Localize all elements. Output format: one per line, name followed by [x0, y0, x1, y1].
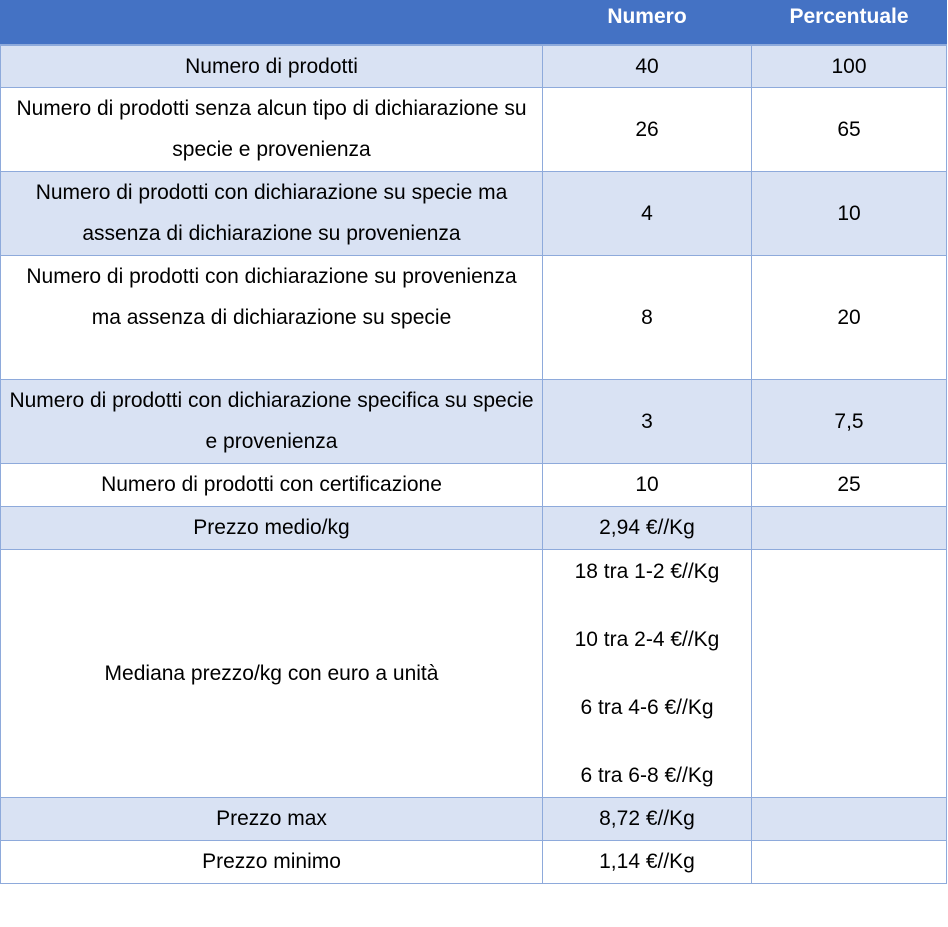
row-percentuale	[752, 550, 947, 798]
row-percentuale	[752, 798, 947, 841]
row-label: Prezzo medio/kg	[1, 507, 543, 550]
median-price-item: 18 tra 1-2 €//Kg	[574, 559, 720, 583]
table-row	[1, 464, 947, 507]
row-numero: 8,72 €//Kg	[543, 798, 752, 841]
median-price-list	[551, 538, 743, 810]
row-label: Numero di prodotti con dichiarazione su provenienza ma assenza di dichiarazione su specie	[1, 256, 543, 380]
row-numero: 3	[543, 380, 752, 464]
row-label: Numero di prodotti con certificazione	[1, 464, 543, 507]
row-label: Prezzo max	[1, 798, 543, 841]
table-row	[1, 172, 947, 256]
row-percentuale: 25	[752, 464, 947, 507]
row-percentuale	[752, 841, 947, 884]
median-price-item: 10 tra 2-4 €//Kg	[574, 627, 720, 651]
table-row	[1, 550, 947, 798]
row-numero	[543, 550, 752, 798]
table-row	[1, 380, 947, 464]
row-numero: 1,14 €//Kg	[543, 841, 752, 884]
row-label: Prezzo minimo	[1, 841, 543, 884]
median-price-item: 6 tra 6-8 €//Kg	[580, 763, 714, 787]
row-label: Mediana prezzo/kg con euro a unità	[1, 550, 543, 798]
table-row	[1, 88, 947, 172]
header-row	[1, 0, 947, 45]
row-numero: 2,94 €//Kg	[543, 507, 752, 550]
row-label: Numero di prodotti senza alcun tipo di dichiarazione su specie e provenienza	[1, 88, 543, 172]
row-percentuale: 65	[752, 88, 947, 172]
header-label	[1, 0, 543, 45]
row-percentuale: 10	[752, 172, 947, 256]
median-price-item: 6 tra 4-6 €//Kg	[580, 695, 714, 719]
row-numero: 8	[543, 256, 752, 380]
table-row	[1, 798, 947, 841]
row-percentuale	[752, 507, 947, 550]
table-row	[1, 45, 947, 88]
row-numero: 10	[543, 464, 752, 507]
table-row	[1, 841, 947, 884]
header-percentuale: Percentuale	[752, 0, 947, 45]
row-numero: 4	[543, 172, 752, 256]
row-percentuale: 100	[752, 45, 947, 88]
row-percentuale: 7,5	[752, 380, 947, 464]
row-numero: 40	[543, 45, 752, 88]
row-numero: 26	[543, 88, 752, 172]
row-percentuale: 20	[752, 256, 947, 380]
row-label: Numero di prodotti con dichiarazione su specie ma assenza di dichiarazione su provenienza	[1, 172, 543, 256]
row-label: Numero di prodotti con dichiarazione specifica su specie e provenienza	[1, 380, 543, 464]
table-row	[1, 507, 947, 550]
table-row	[1, 256, 947, 380]
header-numero: Numero	[543, 0, 752, 45]
row-label: Numero di prodotti	[1, 45, 543, 88]
